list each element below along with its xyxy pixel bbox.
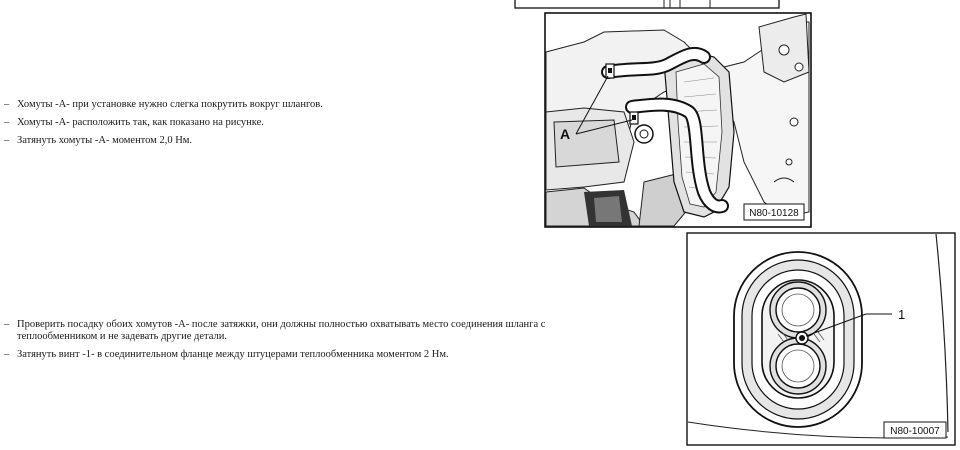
- previous-figure-fragment: [514, 0, 780, 10]
- figure-code: N80-10007: [890, 426, 940, 437]
- instruction-list-clamps: [4, 96, 524, 150]
- instruction-text: Хомуты -А- расположить так, как показано на рисунке.: [17, 117, 264, 128]
- figure-flange-screw: [686, 232, 956, 446]
- figure-hose-clamps: [544, 12, 812, 228]
- instruction-item: [4, 348, 644, 362]
- instruction-item: [4, 318, 644, 344]
- figure-code: N80-10128: [749, 208, 799, 219]
- instruction-text: Затянуть хомуты -А- моментом 2,0 Нм.: [17, 135, 193, 146]
- instruction-text-continued: теплообменником и не задевать другие детали.: [17, 331, 227, 342]
- instruction-item: [4, 114, 524, 132]
- instruction-list-check: [4, 318, 644, 366]
- instruction-text: Хомуты -А- при установке нужно слегка покрутить вокруг шлангов.: [17, 99, 323, 110]
- instruction-item: [4, 132, 524, 150]
- figure-callout-1: 1: [898, 307, 906, 322]
- instruction-text: Проверить посадку обоих хомутов -А- после затяжки, они должны полностью охватывать место соединения шланга с: [17, 319, 546, 330]
- instruction-text: Затянуть винт -1- в соединительном фланце между штуцерами теплообменника моментом 2 Нм.: [17, 349, 449, 360]
- figure-callout-a: A: [560, 126, 571, 142]
- instruction-item: [4, 96, 524, 114]
